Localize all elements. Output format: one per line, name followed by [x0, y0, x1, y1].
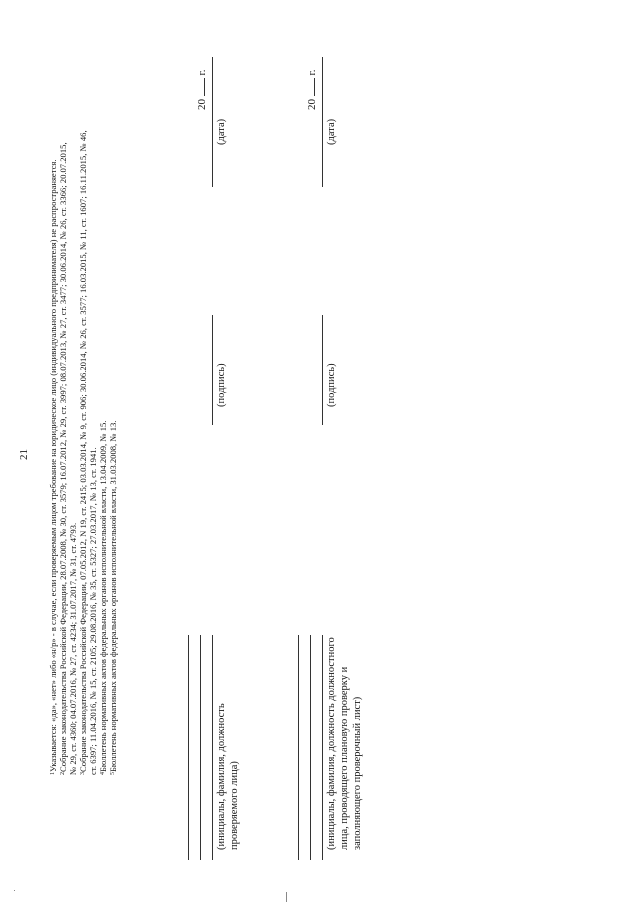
date-caption: (дата) — [326, 118, 337, 145]
name-line — [200, 635, 201, 860]
footnote-line: $^4$Бюллетень нормативных актов федеральных органов исполнительной власти, 13.04.2009, № 15. — [98, 420, 108, 775]
year-field: 20 г. — [306, 69, 318, 110]
date-line — [322, 57, 323, 187]
date-caption: (дата) — [216, 118, 227, 145]
scan-speck — [14, 890, 15, 891]
footnote-line: ст. 6397; 11.04.2016, № 15, ст. 2105; 29.08.2016, № 35, ст. 5327; 27.03.2017, № 13, ст. 1941. — [88, 447, 98, 775]
name-caption: (инициалы, фамилия, должность должностного лица, проводящего плановую проверку и заполняющего проверочный лист) — [326, 637, 363, 850]
footnote-line: $^5$Бюллетень нормативных актов федеральных органов исполнительной власти, 31.03.2008, № 13. — [108, 420, 118, 775]
name-caption: (инициалы, фамилия, должность проверяемого лица) — [216, 703, 240, 850]
date-line — [212, 57, 213, 187]
signature-line — [212, 315, 213, 425]
footnote-line: $^1$Указывается: «да», «нет» либо «н/р» - в случае, если проверяемым лицом требование на юридическое лицо (индивидуального предпринимателя) не распространяется. — [48, 159, 58, 775]
footnote-line: $^3$Собрание законодательства Российской Федерации, 07.05.2012, N 19, ст. 2415; 03.03.2014, № 9, ст. 906; 30.06.2014, № 26, ст. 3577; 16.03.2015, № 11, ст. 1607; 16.11.2015, № 46, — [78, 130, 88, 775]
year-field: 20 г. — [196, 69, 208, 110]
name-line — [188, 635, 189, 860]
scan-speck — [286, 892, 287, 902]
name-line — [322, 635, 323, 860]
name-line — [298, 635, 299, 860]
name-line — [310, 635, 311, 860]
name-line — [212, 635, 213, 860]
signature-caption: (подпись) — [216, 363, 227, 407]
signature-caption: (подпись) — [326, 363, 337, 407]
footnotes — [48, 25, 118, 775]
page-number: 21 — [18, 449, 30, 460]
footnote-line: $^2$Собрание законодательства Российской Федерации, 28.07.2008, № 30, ст. 3579; 16.07.2012, № 29, ст. 3997; 08.07.2013, № 27, ст. 3477; 30.06.2014, № 26, ст. 3366; 20.07.2015, — [58, 142, 68, 775]
footnote-line: № 29, ст. 4360; 04.07.2016, № 27, ст. 4234; 31.07.2017, № 31, ст. 4793. — [68, 522, 78, 775]
signature-line — [322, 315, 323, 425]
